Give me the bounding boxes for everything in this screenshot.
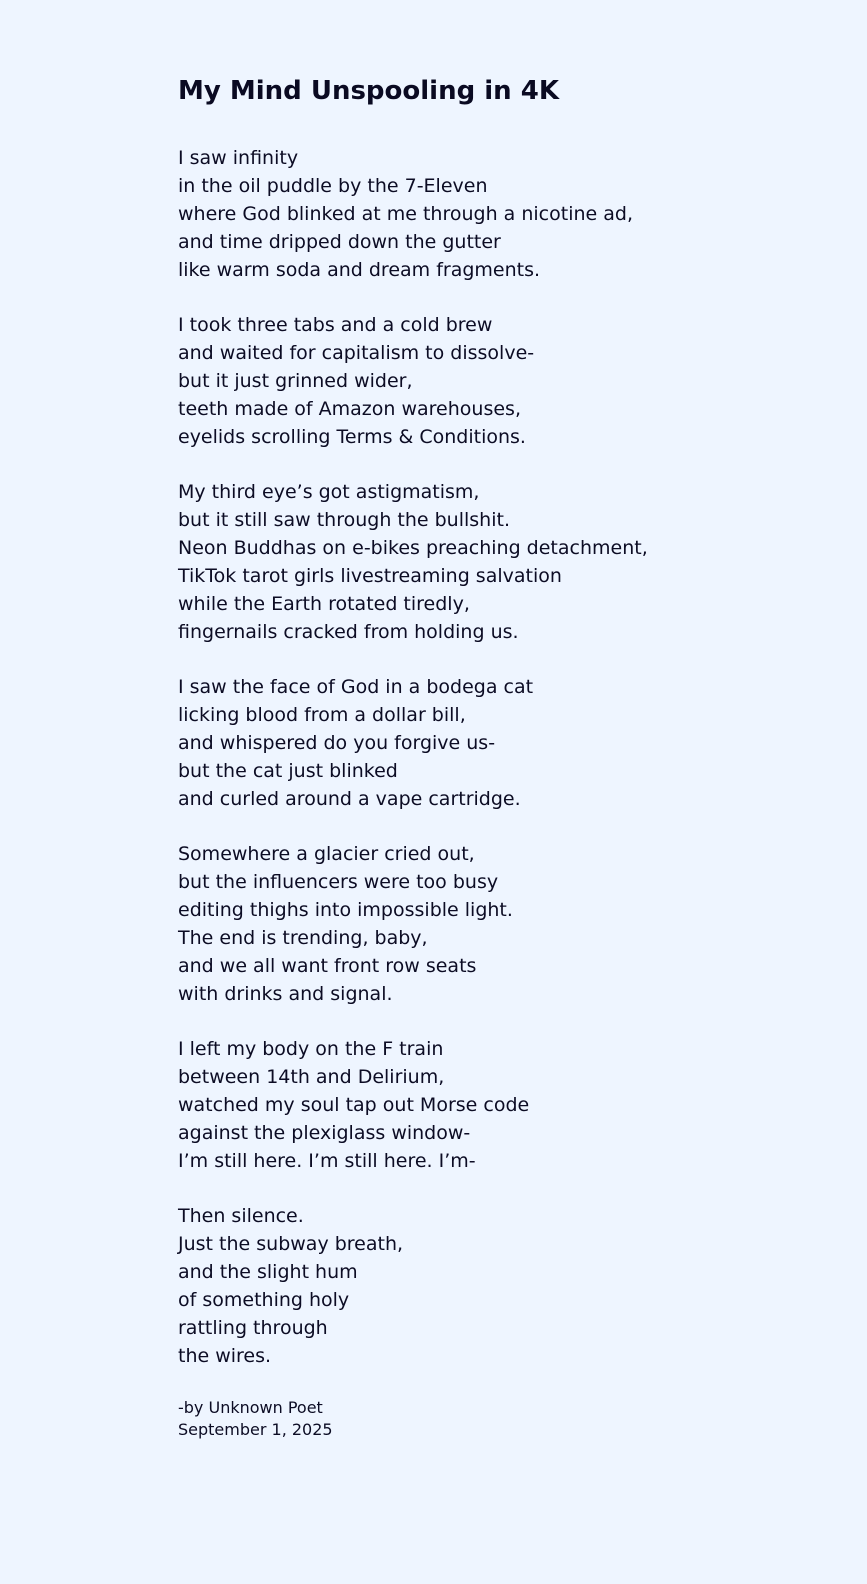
poem-line: and curled around a vape cartridge. [178, 788, 521, 810]
poem-title: My Mind Unspooling in 4K [178, 76, 559, 106]
poem-line: like warm soda and dream fragments. [178, 259, 541, 281]
poem-line: with drinks and signal. [178, 983, 393, 1005]
poem-line: but the cat just blinked [178, 760, 398, 782]
poem-line: but it still saw through the bullshit. [178, 509, 510, 531]
poem-line: of something holy [178, 1289, 350, 1311]
date: September 1, 2025 [178, 1420, 333, 1439]
poem-line: but the influencers were too busy [178, 871, 499, 893]
poem-line: where God blinked at me through a nicotine ad, [178, 203, 633, 225]
poem-line: eyelids scrolling Terms & Conditions. [178, 426, 526, 448]
poem-line: I saw infinity [178, 147, 299, 169]
stanza [178, 1035, 838, 1175]
poem-line: while the Earth rotated tiredly, [178, 593, 470, 615]
stanza [178, 673, 838, 813]
stanza [178, 1202, 838, 1370]
stanza [178, 840, 838, 1008]
poem-line: editing thighs into impossible light. [178, 899, 513, 921]
stanza [178, 311, 838, 451]
poem-line: fingernails cracked from holding us. [178, 621, 519, 643]
poem-line: I took three tabs and a cold brew [178, 314, 493, 336]
poem-line: but it just grinned wider, [178, 370, 413, 392]
stanza [178, 144, 838, 284]
byline [178, 1397, 838, 1441]
poem-line: I left my body on the F train [178, 1038, 444, 1060]
poem-line: in the oil puddle by the 7-Eleven [178, 175, 488, 197]
poem-line: I’m still here. I’m still here. I’m- [178, 1150, 476, 1172]
poem-line: I saw the face of God in a bodega cat [178, 676, 534, 698]
poem-line: and whispered do you forgive us- [178, 732, 496, 754]
poem-line: licking blood from a dollar bill, [178, 704, 466, 726]
poem-line: rattling through [178, 1317, 328, 1339]
poem-line: Just the subway breath, [178, 1233, 404, 1255]
poem-line: My third eye’s got astigmatism, [178, 481, 480, 503]
poem-line: teeth made of Amazon warehouses, [178, 398, 521, 420]
poem-line: and time dripped down the gutter [178, 231, 501, 253]
poem-content [178, 72, 838, 1441]
author: -by Unknown Poet [178, 1398, 323, 1417]
stanza [178, 478, 838, 646]
poem-line: between 14th and Delirium, [178, 1066, 445, 1088]
poem-line: against the plexiglass window- [178, 1122, 471, 1144]
poem-line: TikTok tarot girls livestreaming salvation [178, 565, 562, 587]
poem-line: Somewhere a glacier cried out, [178, 843, 475, 865]
poem-line: The end is trending, baby, [178, 927, 428, 949]
poem-line: and the slight hum [178, 1261, 358, 1283]
poem-line: watched my soul tap out Morse code [178, 1094, 530, 1116]
poem-line: the wires. [178, 1345, 272, 1367]
poem-line: and waited for capitalism to dissolve- [178, 342, 535, 364]
poem-line: Neon Buddhas on e-bikes preaching detachment, [178, 537, 648, 559]
poem-line: and we all want front row seats [178, 955, 477, 977]
poem-line: Then silence. [178, 1205, 304, 1227]
